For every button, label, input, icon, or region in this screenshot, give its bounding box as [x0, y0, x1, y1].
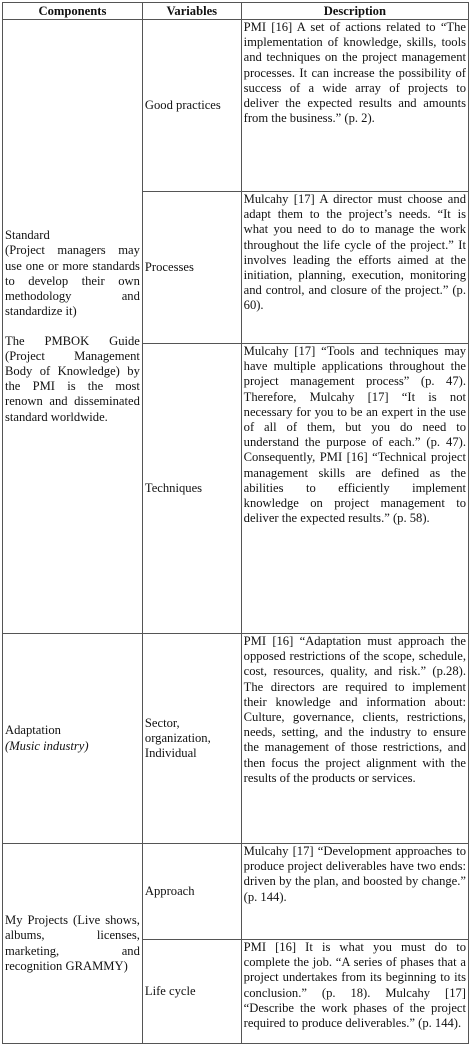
component-my-projects: My Projects (Live shows, albums, licenses, marketing, and recognition GRAMMY) [3, 844, 143, 1044]
component-standard-note: (Project managers may use one or more standards to develop their own methodology and standardize it) [5, 243, 140, 319]
variable-sector: Sector, organization, Individual [142, 634, 241, 844]
variable-good-practices: Good practices [142, 20, 241, 192]
table-header-row [3, 3, 469, 20]
description-techniques: Mulcahy [17] “Tools and techniques may have multiple applications throughout the project management process” (p. 47). Therefore, Mulcahy [17] “It is not necessary for you to be an expert in the use of all of them, but you do need to understand the purpose of each.” (p. 47). Consequently, PMI [16] “Technical project management skills are defined as the abilities to efficiently implement knowledge on project management to deliver the expected results.” (p. 58). [241, 344, 468, 634]
description-good-practices: PMI [16] A set of actions related to “The implementation of knowledge, skills, tools and techniques on the project management processes. It can increase the possibility of success of a wide array of projects to deliver the expected results and amounts from the business.” (p. 2). [241, 20, 468, 192]
component-adaptation-subtitle: (Music industry) [5, 738, 89, 753]
table-row [3, 634, 469, 844]
description-sector: PMI [16] “Adaptation must approach the opposed restrictions of the scope, schedule, cost, resources, quality, and risk.” (p.28). The directors are required to implement their knowledge and information about: Culture, governance, clients, restrictions, needs, setting, and the industry to ensure the management of those restrictions, and then focus the project alignment with the results of the products or services. [241, 634, 468, 844]
variable-techniques: Techniques [142, 344, 241, 634]
table-row [3, 20, 469, 192]
component-adaptation-title: Adaptation [5, 723, 61, 738]
description-life-cycle: PMI [16] It is what you must do to complete the job. “A series of phases that a project undertakes from its beginning to its conclusion.” (p. 18). Mulcahy [17] “Describe the work phases of the project required to produce deliverables.” (p. 144). [241, 940, 468, 1044]
component-standard [3, 20, 143, 634]
table-row [3, 844, 469, 940]
header-variables: Variables [142, 3, 241, 20]
header-description: Description [241, 3, 468, 20]
variable-life-cycle: Life cycle [142, 940, 241, 1044]
description-approach: Mulcahy [17] “Development approaches to produce project deliverables have two ends: driven by the plan, and boosted by change.” (p. 144). [241, 844, 468, 940]
variable-processes: Processes [142, 192, 241, 344]
component-standard-title: Standard [5, 228, 50, 243]
description-processes: Mulcahy [17] A director must choose and adapt them to the project’s needs. “It is what you need to do to manage the work throughout the life cycle of the project.” It involves leading the efforts aimed at the initiation, planning, execution, monitoring and control, and closure of the project.” (p. 60). [241, 192, 468, 344]
component-standard-pmbok: The PMBOK Guide (Project Management Body of Knowledge) by the PMI is the most renown and disseminated standard worldwide. [5, 333, 140, 424]
header-components: Components [3, 3, 143, 20]
variable-approach: Approach [142, 844, 241, 940]
component-adaptation [3, 634, 143, 844]
components-table [2, 2, 469, 1044]
